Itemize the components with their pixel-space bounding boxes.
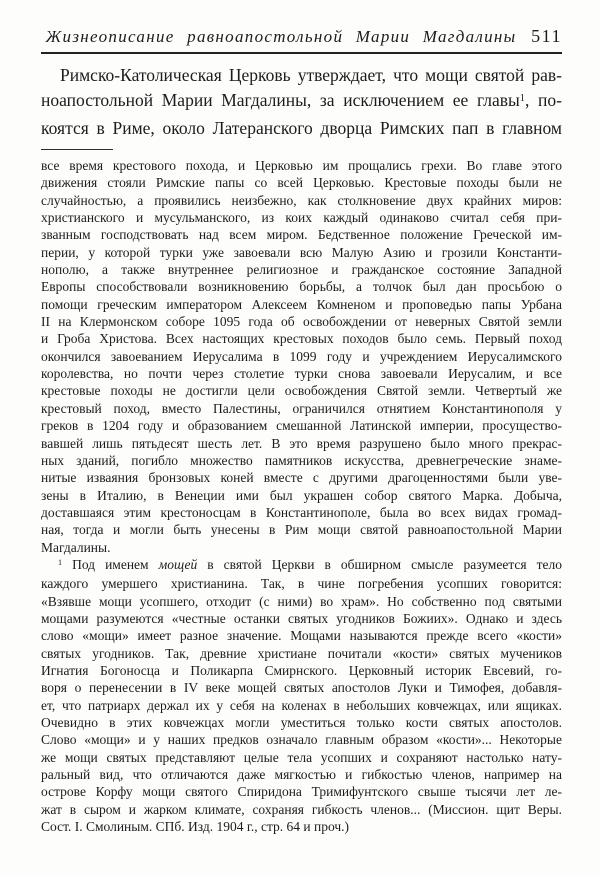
text-run: Магдалины. — [41, 539, 111, 555]
text-run: зены в Италию, в Венеции ими был украшен собор святого Марка. Добыча, — [41, 487, 562, 503]
text-run: крестовые походы не достигли цели освобождения Святой земли. Четвертый же — [41, 383, 562, 399]
text-line — [41, 261, 562, 278]
text-run: жат в сыром и жарком климате, сохраняя гибкость членов... (Миссион. щит Веры. — [41, 801, 562, 817]
text-line — [41, 365, 562, 382]
text-line — [41, 749, 562, 766]
text-line — [41, 452, 562, 469]
text-line — [41, 209, 562, 226]
text-run: слово «мощи» имеет разное значение. Мощами называются прежде всего «кости» — [41, 628, 562, 644]
text-run: мощей — [158, 556, 198, 572]
text-run: и Гроба Христова. Всех настоящих крестовых походов было семь. Первый поход — [41, 331, 562, 347]
text-run: греков в 1204 году и образованием смешанной Латинской империи, просущество- — [41, 418, 562, 434]
text-line — [41, 818, 562, 835]
text-line — [41, 645, 562, 662]
text-line — [41, 296, 562, 313]
text-line — [41, 766, 562, 783]
text-run: доставшаяся этим крестоносцам в Константинополе, была во всех видах громад- — [41, 504, 562, 520]
text-line — [41, 593, 562, 610]
text-line — [41, 627, 562, 644]
text-line — [41, 400, 562, 417]
text-run: ноапостольной Марии Магдалины, за исключением ее главы — [41, 90, 520, 110]
text-run: II на Клермонском соборе 1095 года об освобождении от неверных Святой земли — [41, 314, 562, 330]
text-line — [41, 417, 562, 434]
text-run: окончился завоеванием Иерусалима в 1099 году и учреждением Иерусалимского — [41, 348, 562, 364]
text-run: ет, что патриарх держал их у себя на коленах в небольших ковчежцах, или ящиках. — [41, 697, 562, 713]
text-run: все время крестового похода, и Церковью им прощались грехи. Во главе этого — [41, 158, 562, 173]
text-line — [41, 521, 562, 538]
text-line — [41, 330, 562, 347]
text-line — [41, 714, 562, 731]
text-line — [41, 610, 562, 627]
text-run: Очевидно в этих ковчежцах могли уместиться только кости святых апостолов. — [41, 715, 562, 730]
text-run: нитые изваяния бронзовых коней вместе с другими драгоценностями были уве- — [41, 470, 562, 486]
text-line — [41, 697, 562, 714]
text-line — [41, 244, 562, 261]
text-line — [41, 539, 562, 556]
text-run: святых угодников. Так, древние христиане почитали «кости» святых мучеников — [41, 645, 562, 661]
text-line — [41, 348, 562, 365]
text-run: ная, тогда и могли быть унесены в Рим мощи святой равноапостольной Марии — [41, 522, 562, 538]
text-line — [41, 313, 562, 330]
text-run: Под именем — [62, 556, 159, 572]
text-run: Римско-Католическая Церковь утверждает, что мощи святой рав- — [60, 65, 562, 85]
footnote-text — [41, 157, 562, 835]
text-run: Европы способствовали возникновению борьбы, а толчок был дан просьбою о — [41, 279, 562, 295]
text-line — [41, 157, 562, 174]
text-line — [41, 679, 562, 696]
running-head — [41, 26, 562, 54]
text-run: в святой Церкви в обширном смысле разумеется тело — [197, 556, 562, 572]
text-line — [41, 226, 562, 243]
running-head-title: Жизнеописание равноапостольной Марии Магдалины — [45, 27, 517, 46]
text-run: острове Корфу мощи святого Спиридона Тримифунтского свыше тысячи лет ле- — [41, 784, 562, 800]
text-run: ральный вид, что отличаются даже мягкостью и гибкостью членов, например на — [41, 767, 562, 783]
text-run: каждого умершего христианина. Так, в чине погребения усопших говорится: — [41, 576, 562, 592]
text-run: помощи греческим императором Алексеем Комненом и проповедью папы Урбана — [41, 296, 562, 312]
page-number: 511 — [531, 26, 562, 46]
text-line — [41, 382, 562, 399]
text-run: званным господствовать над всем миром. Бедственное положение Греческой им- — [41, 227, 562, 243]
text-run: нополю, а также внутреннее религиозное и гражданское состояние Западной — [41, 262, 562, 278]
text-run: перии, у которой турки уже завоевали всю Малую Азию и грозили Константи- — [41, 244, 562, 260]
text-line — [41, 556, 562, 575]
text-run: движения стояли Римские папы со всей Церковью. Крестовые походы были не — [41, 175, 562, 191]
text-run: «Взявше мощи усопшего, отходит (с ними) во храм». Но собственно под святыми — [41, 593, 562, 609]
text-run: христианского и мусульманского, из коих каждый одинаково считал себя при- — [41, 210, 562, 226]
text-run: Сост. I. Смолиным. СПб. Изд. 1904 г., стр. 64 и проч.) — [41, 819, 350, 835]
text-line — [41, 575, 562, 592]
text-line — [41, 469, 562, 486]
text-run: случайностью, а проявились неизбежно, как столкновение двух крайних миров: — [41, 192, 562, 208]
main-text-paragraph — [41, 63, 562, 141]
text-line — [41, 174, 562, 191]
text-line — [41, 487, 562, 504]
text-line — [41, 192, 562, 209]
text-line — [41, 731, 562, 748]
text-run: коятся в Риме, около Латеранского дворца Римских пап в главном — [41, 118, 562, 138]
text-run: Слово «мощи» и у наших предков означало главным образом «кости»... Некоторые — [41, 732, 562, 748]
text-run: крестовый поход, вместо Палестины, ограничился отнятием Константинополя у — [41, 400, 562, 416]
text-run: мощами разумеются «честные останки святых угодников Божиих». Однако и здесь — [41, 610, 562, 626]
text-line — [41, 116, 562, 141]
text-run: же мощи святых представляют целые тела усопших и сохраняют настолько нату- — [41, 749, 562, 765]
text-line — [41, 504, 562, 521]
text-run: воря о перенесении в IV веке мощей святых апостолов Луки и Тимофея, добавля- — [41, 680, 562, 696]
text-line — [41, 801, 562, 818]
footnote-marker: 1 — [58, 558, 63, 568]
text-line — [41, 63, 562, 88]
footnote-separator-rule — [41, 149, 113, 150]
text-line — [41, 88, 562, 116]
text-line — [41, 435, 562, 452]
text-line — [41, 783, 562, 800]
text-run: , по- — [525, 90, 562, 110]
text-run: ных зданий, погибло множество памятников искусства, древнегреческие знаме- — [41, 452, 562, 468]
text-run: Игнатия Богоносца и Поликарпа Смирнского. Церковный историк Евсевий, го- — [41, 662, 562, 678]
text-run: королевства, но почти через столетие турки снова завоевали Иерусалим, и все — [41, 366, 562, 382]
footnote-marker: 1 — [519, 92, 526, 104]
text-run: вавшей лишь пятьдесят шесть лет. В это время разрушено было много прекрас- — [41, 435, 562, 451]
text-line — [41, 662, 562, 679]
text-line — [41, 278, 562, 295]
